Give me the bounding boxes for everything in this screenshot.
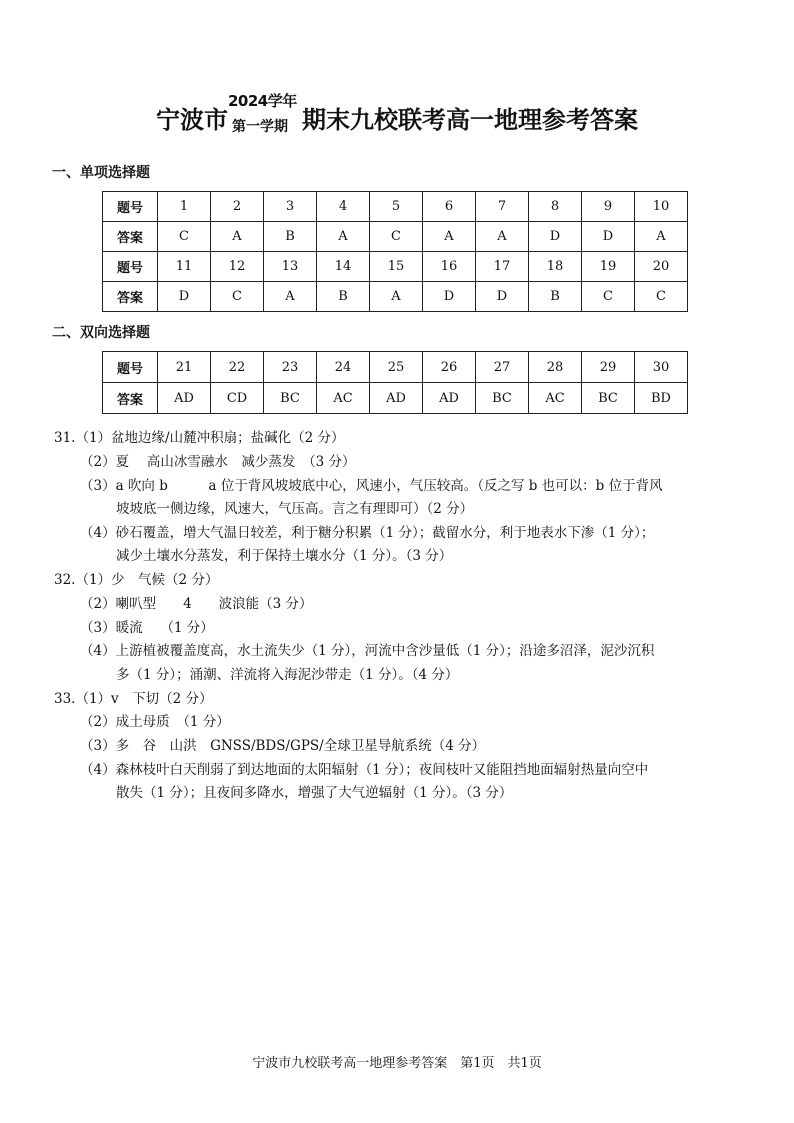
question-number-cell: 13 bbox=[264, 252, 317, 282]
answer-cell: A bbox=[370, 282, 423, 312]
answer-label: 答案 bbox=[103, 282, 158, 312]
q31-line: （4）砂石覆盖，增大气温日较差，利于糖分积累（1 分）；截留水分，利于地表水下渗（1 分）； bbox=[80, 525, 655, 541]
question-number-cell: 14 bbox=[317, 252, 370, 282]
question-number-cell: 15 bbox=[370, 252, 423, 282]
question-number-cell: 16 bbox=[423, 252, 476, 282]
question-number-cell: 8 bbox=[529, 192, 582, 222]
q31-line: （2）夏 高山冰雪融水 减少蒸发 （3 分） bbox=[80, 454, 356, 470]
q33-line: （2）成土母质 （1 分） bbox=[80, 714, 230, 730]
answer-label: 答案 bbox=[103, 222, 158, 252]
answer-cell: C bbox=[158, 222, 211, 252]
question-number-cell: 3 bbox=[264, 192, 317, 222]
question-number-cell: 24 bbox=[317, 352, 370, 383]
answer-cell: BC bbox=[476, 383, 529, 414]
answer-cell: AC bbox=[317, 383, 370, 414]
answer-cell: A bbox=[476, 222, 529, 252]
answer-cell: B bbox=[317, 282, 370, 312]
answer-cell: D bbox=[529, 222, 582, 252]
answer-cell: A bbox=[635, 222, 688, 252]
answer-cell: D bbox=[476, 282, 529, 312]
single-choice-row bbox=[103, 252, 688, 282]
page-footer: 宁波市九校联考高一地理参考答案 第1页 共1页 bbox=[252, 1056, 542, 1071]
question-number-label: 题号 bbox=[103, 252, 158, 282]
q31-line: （3）a 吹向 b a 位于背风坡坡底中心，风速小，气压较高。（反之写 b 也可以：b 位于背风 bbox=[80, 478, 663, 494]
answer-cell: BC bbox=[264, 383, 317, 414]
answer-cell: C bbox=[582, 282, 635, 312]
answer-cell: AC bbox=[529, 383, 582, 414]
answer-cell: B bbox=[529, 282, 582, 312]
question-number-cell: 27 bbox=[476, 352, 529, 383]
question-number-cell: 2 bbox=[211, 192, 264, 222]
question-number-label: 题号 bbox=[103, 352, 158, 383]
question-number-cell: 25 bbox=[370, 352, 423, 383]
answer-cell: A bbox=[317, 222, 370, 252]
q31-line: 坡坡底一侧边缘，风速大，气压高。言之有理即可）（2 分） bbox=[116, 501, 474, 517]
answer-cell: D bbox=[582, 222, 635, 252]
question-number-cell: 20 bbox=[635, 252, 688, 282]
q31-line: 减少土壤水分蒸发，利于保持土壤水分（1 分）。（3 分） bbox=[116, 548, 453, 564]
question-number-cell: 29 bbox=[582, 352, 635, 383]
q32-line: （3）暖流 （1 分） bbox=[80, 620, 214, 636]
q33-line: 33.（1）v 下切（2 分） bbox=[54, 691, 213, 707]
title-year: 2024学年 bbox=[228, 92, 297, 110]
double-choice-row bbox=[103, 383, 688, 414]
section1-heading: 一、单项选择题 bbox=[52, 165, 150, 181]
title-term-stack bbox=[228, 92, 302, 135]
answer-cell: AD bbox=[370, 383, 423, 414]
single-choice-row bbox=[103, 222, 688, 252]
answer-cell: D bbox=[158, 282, 211, 312]
answer-cell: A bbox=[264, 282, 317, 312]
q32-line: 多（1 分）；涌潮、洋流将入海泥沙带走（1 分）。（4 分） bbox=[116, 667, 459, 683]
q33-line: （3）多 谷 山洪 GNSS/BDS/GPS/全球卫星导航系统（4 分） bbox=[80, 738, 486, 754]
q33-line: （4）森林枝叶白天削弱了到达地面的太阳辐射（1 分）；夜间枝叶又能阻挡地面辐射热量向空中 bbox=[80, 762, 649, 778]
q32-line: （2）喇叭型 4 波浪能（3 分） bbox=[80, 596, 313, 612]
section2-heading: 二、双向选择题 bbox=[52, 325, 150, 341]
answer-cell: A bbox=[423, 222, 476, 252]
single-choice-row bbox=[103, 192, 688, 222]
question-number-cell: 30 bbox=[635, 352, 688, 383]
question-number-cell: 4 bbox=[317, 192, 370, 222]
question-number-cell: 5 bbox=[370, 192, 423, 222]
answer-cell: C bbox=[211, 282, 264, 312]
answer-label: 答案 bbox=[103, 383, 158, 414]
answer-cell: B bbox=[264, 222, 317, 252]
question-number-cell: 7 bbox=[476, 192, 529, 222]
question-number-cell: 6 bbox=[423, 192, 476, 222]
question-number-cell: 19 bbox=[582, 252, 635, 282]
question-number-cell: 18 bbox=[529, 252, 582, 282]
question-number-cell: 21 bbox=[158, 352, 211, 383]
answer-cell: CD bbox=[211, 383, 264, 414]
question-number-cell: 17 bbox=[476, 252, 529, 282]
double-choice-table bbox=[102, 351, 688, 414]
q33-line: 散失（1 分）；且夜间多降水，增强了大气逆辐射（1 分）。（3 分） bbox=[116, 785, 513, 801]
title-suffix: 期末九校联考高一地理参考答案 bbox=[302, 106, 638, 134]
question-number-cell: 9 bbox=[582, 192, 635, 222]
question-number-cell: 26 bbox=[423, 352, 476, 383]
question-number-label: 题号 bbox=[103, 192, 158, 222]
answer-cell: C bbox=[370, 222, 423, 252]
title-prefix: 宁波市 bbox=[156, 106, 228, 134]
answer-cell: A bbox=[211, 222, 264, 252]
answer-cell: AD bbox=[158, 383, 211, 414]
answer-cell: AD bbox=[423, 383, 476, 414]
question-number-cell: 10 bbox=[635, 192, 688, 222]
answer-cell: BD bbox=[635, 383, 688, 414]
page-title bbox=[0, 92, 794, 135]
single-choice-table bbox=[102, 191, 688, 312]
answer-cell: C bbox=[635, 282, 688, 312]
question-number-cell: 23 bbox=[264, 352, 317, 383]
answer-cell: BC bbox=[582, 383, 635, 414]
q32-line: （4）上游植被覆盖度高，水土流失少（1 分），河流中含沙量低（1 分）；沿途多沼泽，泥沙沉积 bbox=[80, 643, 655, 659]
single-choice-row bbox=[103, 282, 688, 312]
answer-cell: D bbox=[423, 282, 476, 312]
q31-line: 31.（1）盆地边缘/山麓冲积扇；盐碱化（2 分） bbox=[54, 430, 345, 446]
question-number-cell: 12 bbox=[211, 252, 264, 282]
question-number-cell: 11 bbox=[158, 252, 211, 282]
question-number-cell: 1 bbox=[158, 192, 211, 222]
double-choice-row bbox=[103, 352, 688, 383]
title-term: 第一学期 bbox=[232, 119, 288, 135]
q32-line: 32.（1）少 气候（2 分） bbox=[54, 572, 219, 588]
question-number-cell: 22 bbox=[211, 352, 264, 383]
question-number-cell: 28 bbox=[529, 352, 582, 383]
